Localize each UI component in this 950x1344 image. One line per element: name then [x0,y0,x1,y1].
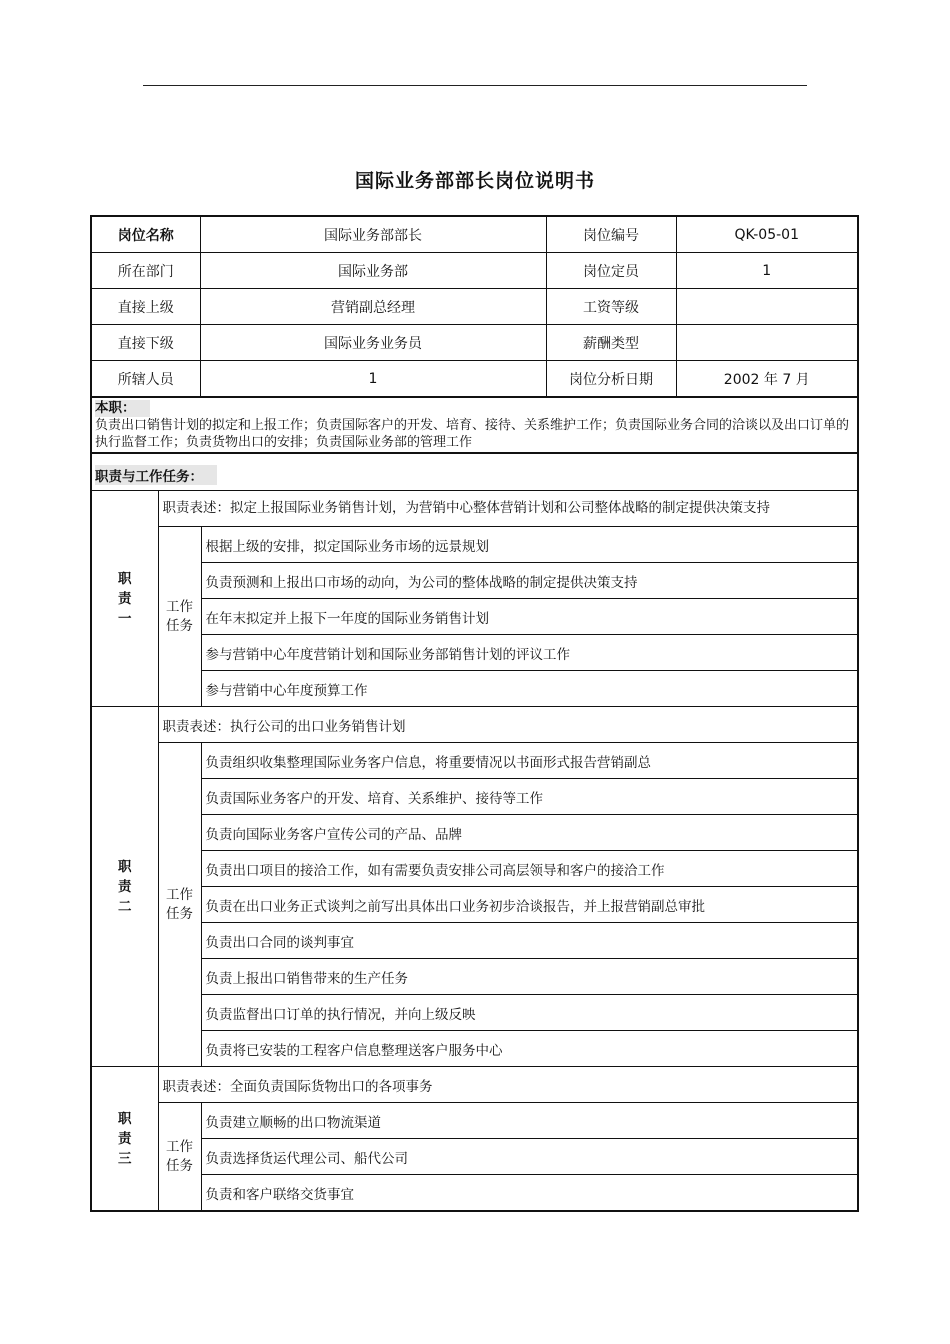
task-item: 在年末拟定并上报下一年度的国际业务销售计划 [201,599,858,635]
duty-label-text: 职责三 [118,1110,132,1167]
info-value: 营销副总经理 [200,289,546,325]
info-label: 所在部门 [91,253,200,289]
task-item: 负责组织收集整理国际业务客户信息，将重要情况以书面形式报告营销副总 [201,743,858,779]
duties-heading: 职责与工作任务： [95,465,217,485]
duty-label-text: 职责一 [118,570,132,627]
task-label-text: 工作任务 [166,886,193,922]
info-label: 薪酬类型 [546,325,676,361]
info-value: 国际业务业务员 [200,325,546,361]
info-value: 1 [200,361,546,397]
info-value: 2002 年 7 月 [676,361,858,397]
task-item: 负责和客户联络交货事宜 [201,1175,858,1212]
info-label: 岗位编号 [546,216,676,253]
task-item: 参与营销中心年度预算工作 [201,671,858,707]
info-label: 工资等级 [546,289,676,325]
summary-heading: 本职： [95,400,150,417]
task-item: 负责将已安装的工程客户信息整理送客户服务中心 [201,1031,858,1067]
duties-table [90,490,859,1212]
duty-label [91,491,158,707]
info-label: 岗位名称 [91,216,200,253]
task-label [158,743,201,1067]
task-item: 负责向国际业务客户宣传公司的产品、品牌 [201,815,858,851]
task-item: 负责建立顺畅的出口物流渠道 [201,1103,858,1139]
task-item: 参与营销中心年度营销计划和国际业务部销售计划的评议工作 [201,635,858,671]
duty-block-1 [91,491,858,707]
duty-statement: 职责表述：全面负责国际货物出口的各项事务 [158,1067,858,1103]
info-value: 国际业务部部长 [200,216,546,253]
info-row [91,361,858,397]
info-value: 国际业务部 [200,253,546,289]
info-value [676,289,858,325]
info-label: 岗位定员 [546,253,676,289]
info-label: 直接上级 [91,289,200,325]
job-description-form [90,215,859,1212]
task-label-text: 工作任务 [166,598,193,634]
info-label: 岗位分析日期 [546,361,676,397]
summary-section [90,397,859,452]
task-item: 根据上级的安排，拟定国际业务市场的远景规划 [201,527,858,563]
summary-text: 负责出口销售计划的拟定和上报工作；负责国际客户的开发、培育、接待、关系维护工作；负责国际业务合同的洽谈以及出口订单的执行监督工作；负责货物出口的安排；负责国际业务部的管理工作 [95,418,850,450]
info-value [676,325,858,361]
duty-block-3 [91,1067,858,1212]
info-label: 所辖人员 [91,361,200,397]
info-row [91,216,858,253]
info-row [91,253,858,289]
info-value: 1 [676,253,858,289]
task-item: 负责出口项目的接洽工作，如有需要负责安排公司高层领导和客户的接洽工作 [201,851,858,887]
page-title: 国际业务部部长岗位说明书 [354,170,595,192]
duty-statement: 职责表述：执行公司的出口业务销售计划 [158,707,858,743]
info-label: 直接下级 [91,325,200,361]
task-item: 负责在出口业务正式谈判之前写出具体出口业务初步洽谈报告，并上报营销副总审批 [201,887,858,923]
header-rule [143,85,807,86]
duty-label-text: 职责二 [118,858,132,915]
task-item: 负责国际业务客户的开发、培育、关系维护、接待等工作 [201,779,858,815]
task-label-text: 工作任务 [166,1138,193,1174]
task-label [158,1103,201,1212]
info-row [91,289,858,325]
task-item: 负责预测和上报出口市场的动向，为公司的整体战略的制定提供决策支持 [201,563,858,599]
task-item: 负责上报出口销售带来的生产任务 [201,959,858,995]
task-item: 负责出口合同的谈判事宜 [201,923,858,959]
info-table [90,215,859,397]
duty-block-2 [91,707,858,1067]
duties-heading-section [90,452,859,490]
info-row [91,325,858,361]
info-value: QK-05-01 [676,216,858,253]
duty-label [91,707,158,1067]
duty-statement: 职责表述：拟定上报国际业务销售计划，为营销中心整体营销计划和公司整体战略的制定提供决策支持 [158,491,858,527]
duty-label [91,1067,158,1212]
task-label [158,527,201,707]
task-item: 负责监督出口订单的执行情况，并向上级反映 [201,995,858,1031]
task-item: 负责选择货运代理公司、船代公司 [201,1139,858,1175]
